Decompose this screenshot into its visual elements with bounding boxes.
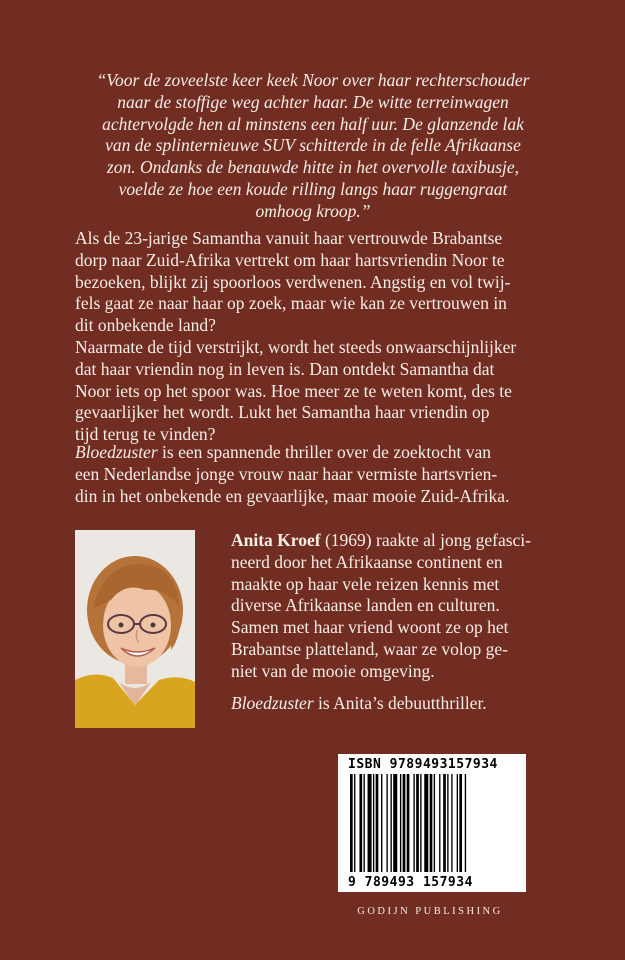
barcode-bar — [430, 774, 433, 872]
bio-line: diverse Afrikaanse landen en culturen. — [231, 595, 500, 616]
barcode-bar — [407, 774, 410, 872]
blurb-line: Als de 23-jarige Samantha vanuit haar vertrouwde Brabantse — [75, 228, 503, 248]
publisher-name: GODIJN PUBLISHING — [357, 906, 503, 917]
barcode-bar — [400, 774, 401, 872]
barcode-bar — [420, 774, 421, 872]
barcode-bar — [465, 774, 466, 872]
quote-line: “Voor de zoveelste keer keek Noor over haar rechterschouder — [96, 70, 530, 90]
quote-line: achtervolgde hen al minstens een half uur. De glanzende lak — [102, 113, 524, 134]
barcode-bar — [368, 774, 372, 872]
bio-line — [231, 530, 611, 552]
barcode-bar — [459, 774, 462, 872]
barcode-bar — [350, 774, 353, 872]
barcode-bar — [434, 774, 435, 872]
book-title: Bloedzuster — [75, 442, 158, 462]
barcode-bar — [451, 774, 452, 872]
barcode-bar — [386, 774, 387, 872]
bio-line: neerd door het Afrikaanse continent en — [231, 551, 503, 572]
tagline-rest: is Anita’s debuutthriller. — [313, 693, 487, 713]
barcode-bar — [391, 774, 392, 872]
quote-line: naar de stoffige weg achter haar. De witte terreinwagen — [117, 91, 509, 112]
bio-line1-rest: (1969) raakte al jong gefasci- — [320, 530, 531, 550]
barcode-bar — [439, 774, 440, 872]
author-bio — [231, 530, 611, 683]
quote-line: omhoog kroop.” — [255, 200, 371, 221]
barcode-bar — [373, 774, 374, 872]
barcode-bars — [350, 774, 514, 872]
barcode-bar — [443, 774, 446, 872]
closing-line: een Nederlandse jonge vrouw naar haar vermiste hartsvrien- — [75, 463, 498, 484]
quote-line: voelde ze hoe een koude rilling langs haar ruggengraat — [118, 178, 508, 199]
barcode-bar — [447, 774, 448, 872]
blurb-line: dit onbekende land? — [75, 315, 216, 336]
blurb-line: bezoeken, blijkt zij spoorloos verdwenen. Angstig en vol twij- — [75, 271, 511, 292]
blurb-line: dorp naar Zuid-Afrika vertrekt om haar hartsvriendin Noor te — [75, 249, 505, 270]
closing-line1-rest: is een spannende thriller over de zoektocht van — [157, 442, 491, 462]
barcode-bar — [364, 774, 365, 872]
quote-line: van de splinternieuwe SUV schitterde in de felle Afrikaanse — [105, 135, 521, 156]
blurb-line: Noor iets op het spoor was. Hoe meer ze te weten komt, des te — [75, 380, 512, 401]
bio-line: niet van de mooie omgeving. — [231, 660, 435, 681]
barcode-digits: 9 789493 157934 — [348, 875, 473, 890]
blurb-line: tijd terug te vinden? — [75, 424, 216, 445]
blurb-line: gevaarlijker het wordt. Lukt het Samantha haar vriendin op — [75, 402, 490, 423]
book-blurb — [75, 228, 575, 446]
bio-line: Brabantse platteland, waar ze volop ge- — [231, 638, 508, 659]
tagline-title: Bloedzuster — [231, 693, 314, 713]
blurb-line: Naarmate de tijd verstrijkt, wordt het steeds onwaarschijnlijker — [75, 336, 517, 357]
barcode-bar — [457, 774, 458, 872]
barcode-bar — [424, 774, 428, 872]
author-name: Anita Kroef — [231, 530, 321, 550]
isbn-barcode — [338, 754, 526, 892]
isbn-text: ISBN 9789493157934 — [348, 757, 498, 772]
quote-line: zon. Ondanks de benauwde hitte in het overvolle taxibusje, — [106, 157, 520, 178]
blurb-line: fels gaat ze naar haar op zoek, maar wie kan ze vertrouwen in — [75, 293, 507, 314]
barcode-bar — [376, 774, 379, 872]
closing-line — [75, 442, 575, 464]
barcode-bar — [359, 774, 362, 872]
barcode-bar — [354, 774, 355, 872]
debut-tagline — [231, 693, 611, 715]
barcode-bar — [393, 774, 397, 872]
barcode-bar — [416, 774, 419, 872]
barcode-bar — [403, 774, 406, 872]
barcode-bar — [413, 774, 414, 872]
closing-paragraph — [75, 442, 575, 507]
author-photo — [75, 530, 195, 728]
blurb-line: dat haar vriendin nog in leven is. Dan ontdekt Samantha dat — [75, 358, 495, 379]
closing-line: din in het onbekende en gevaarlijke, maar mooie Zuid-Afrika. — [75, 485, 510, 506]
bio-line: Samen met haar vriend woont ze op het — [231, 617, 509, 638]
back-cover-quote — [78, 70, 548, 223]
barcode-bar — [381, 774, 382, 872]
bio-line: maakte op haar vele reizen kennis met — [231, 573, 500, 594]
